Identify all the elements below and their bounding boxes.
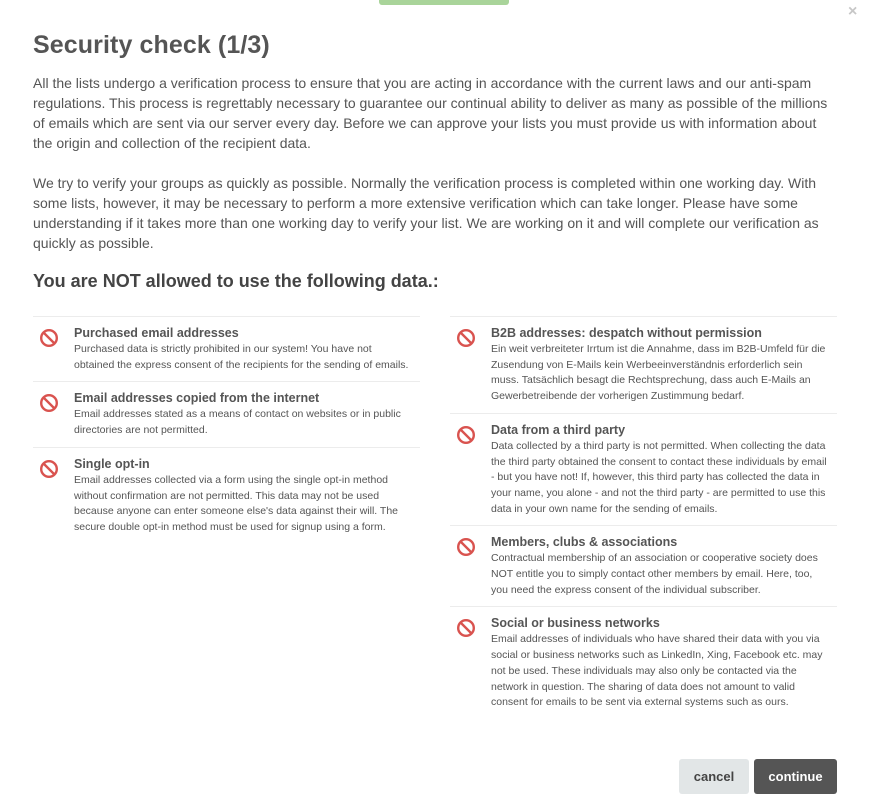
item-title: Social or business networks <box>491 616 660 631</box>
intro-paragraph-1: All the lists undergo a verification process to ensure that you are acting in accordance with the current laws and our anti-spam regulations. This process is regrettably necessary to guarantee our continual ability to deliver as many as possible of the millions of emails which are sent via our server every day. Before we can approve your lists you must provide us with information about the origin and collection of the recipient data. <box>33 75 828 151</box>
right-column <box>450 316 837 719</box>
list-item <box>450 413 837 526</box>
list-item <box>450 606 837 719</box>
item-title: Single opt-in <box>74 456 150 471</box>
top-accent-tab <box>379 0 509 5</box>
intro-paragraph-2: We try to verify your groups as quickly as possible. Normally the verification process is completed within one working day. With some lists, however, it may be necessary to perform a more extensive verification which can take longer. Please have some understanding if it takes more than one working day to verify your list. We are working on it and will complete our verification as quickly as possible. <box>33 175 819 251</box>
item-title: B2B addresses: despatch without permission <box>491 326 762 340</box>
prohibited-icon <box>456 618 476 638</box>
list-item <box>33 447 420 544</box>
prohibited-icon <box>39 459 59 479</box>
list-item <box>33 316 420 381</box>
item-title: Data from a third party <box>491 422 626 437</box>
item-description: Purchased data is strictly prohibited in our system! You have not obtained the express consent of the recipients for the sending of emails. <box>74 343 409 371</box>
prohibited-icon <box>456 328 476 348</box>
close-icon[interactable]: × <box>848 3 858 20</box>
item-title: Email addresses copied from the internet <box>74 391 320 406</box>
item-description: Email addresses stated as a means of contact on websites or in public directories are not permitted. <box>74 408 401 437</box>
item-description: Data collected by a third party is not permitted. When collecting the data the third party obtained the consent to contact these individuals by email - but you have not! If, however, this third party has collected the data in your name, you alone - and not the third party - are permitted to use this data in your own name for the sending of emails. <box>491 439 827 515</box>
list-item <box>450 525 837 606</box>
item-description: Email addresses of individuals who have shared their data with you via social or business networks such as LinkedIn, Xing, Facebook etc. may not be used. These individuals may also only be contacted via the network in question. The sharing of data does not amount to valid consent for emails to be sent via external systems such as ours. <box>491 633 823 709</box>
list-item <box>33 381 420 446</box>
prohibited-icon <box>39 393 59 413</box>
continue-button[interactable]: continue <box>754 759 837 794</box>
item-description: Ein weit verbreiteter Irrtum ist die Annahme, dass im B2B-Umfeld für die Zusendung von E-Mails kein Werbeeinverständnis erforderlich sein muss. Tatsächlich besagt die Rechtsprechung, dass auch E-Mails an Gewerbetreibende der vorherigen Zustimmung bedarf. <box>491 343 826 403</box>
item-description: Contractual membership of an association or cooperative society does NOT entitle you to simply contact other members by email. Here, too, you need the express consent of the individual subscriber. <box>491 552 818 596</box>
item-description: Email addresses collected via a form using the single opt-in method without confirmation are not permitted. This data may not be used because anyone can enter someone else's data against their will. The secure double opt-in method must be used for signup using a form. <box>74 473 399 533</box>
prohibited-icon <box>39 328 59 348</box>
item-title: Purchased email addresses <box>74 326 239 340</box>
cancel-button[interactable]: cancel <box>679 759 749 794</box>
left-column <box>33 316 420 544</box>
list-item <box>450 316 837 413</box>
prohibited-icon <box>456 425 476 445</box>
prohibited-icon <box>456 537 476 557</box>
dialog-title: Security check (1/3) <box>33 31 270 59</box>
item-title: Members, clubs & associations <box>491 535 678 550</box>
section-heading: You are NOT allowed to use the following data.: <box>33 271 439 291</box>
